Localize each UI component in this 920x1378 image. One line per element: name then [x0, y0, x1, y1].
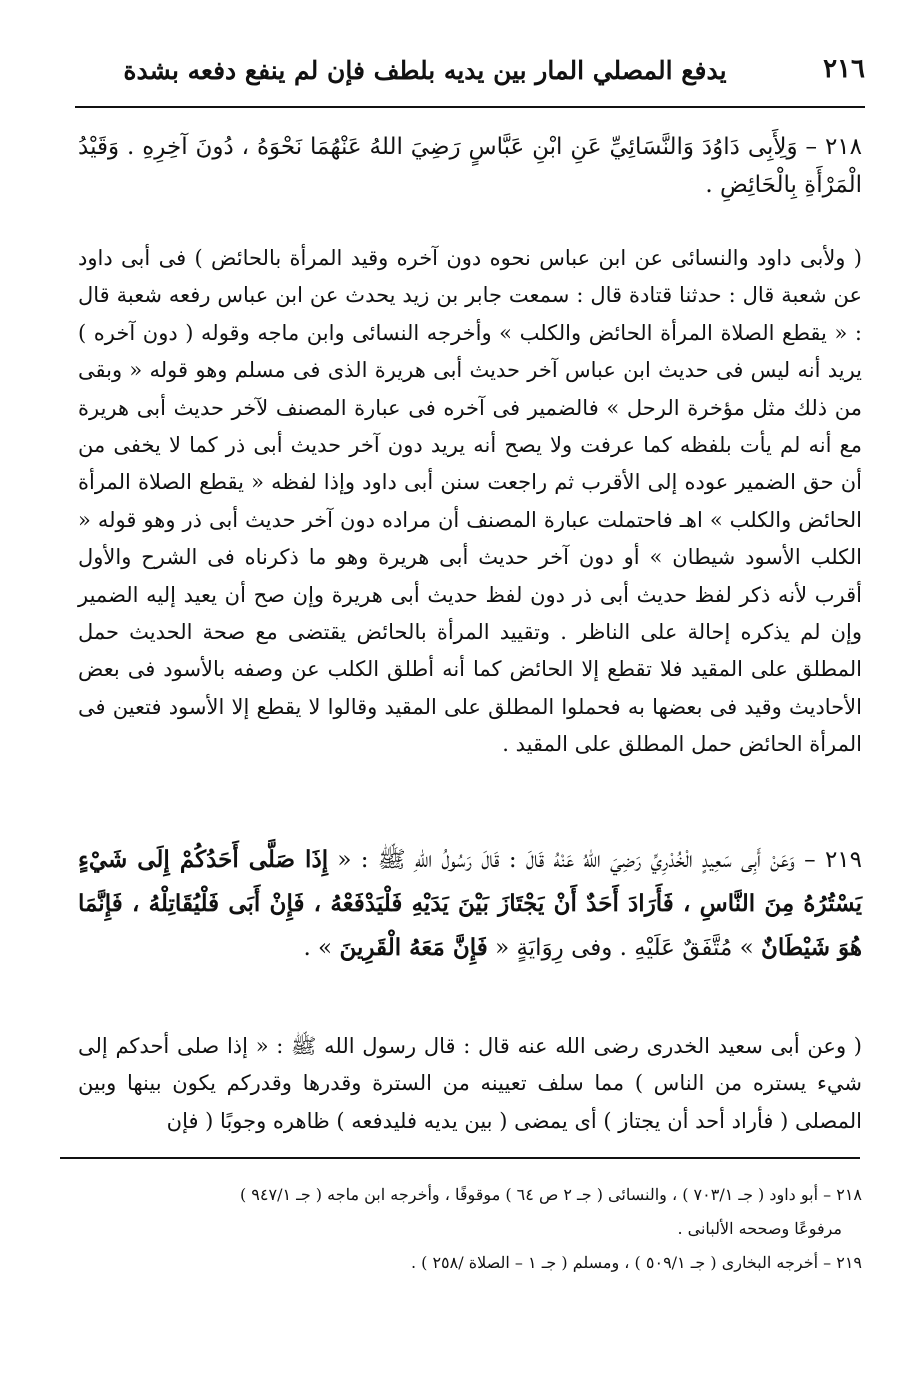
hadith-219 — [78, 838, 862, 970]
footnote-218: ٢١٨ – أبو داود ( جـ ٧٠٣/١ ) ، والنسائى ( جـ ٢ ص ٦٤ ) موقوفًا ، وأخرجه ابن ماجه ( جـ ٩٤٧/١ ) — [239, 1185, 862, 1204]
page-header — [75, 50, 865, 102]
hadith-219-end: » . — [303, 935, 333, 961]
hadith-218-text: ٢١٨ – وَلِأَبِى دَاوُدَ وَالنَّسَائِيِّ عَنِ ابْنِ عَبَّاسٍ رَضِيَ اللهُ عَنْهُمَا نَحْوَهُ ، دُونَ آخِرِهِ . وَقَيْدُ الْمَرْأَةِ بِالْحَائِضِ . — [78, 134, 862, 198]
footnote-219: ٢١٩ – أخرجه البخارى ( جـ ٥٠٩/١ ) ، ومسلم ( جـ ١ – الصلاة /٢٥٨ ) . — [410, 1253, 862, 1272]
commentary-218-text: ( ولأبى داود والنسائى عن ابن عباس نحوه دون آخره وقيد المرأة بالحائض ) فى أبى داود عن شعبة قال : حدثنا قتادة قال : سمعت جابر بن زيد يحدث عن ابن عباس رفعه شعبة قال : « يقطع الصلاة المرأة الحائض والكلب » وأخرجه النسائى وابن ماجه وقوله ( دون آخره ) يريد أنه ليس فى حديث ابن عباس آخر حديث أبى هريرة الذى فى مسلم وهو قوله « وبقى من ذلك مثل مؤخرة الرحل » فالضمير فى آخره فى عبارة المصنف لآخر حديث أبى هريرة مع أنه لم يأت بلفظه كما عرفت ولا يصح أنه يريد دون آخر حديث أبى ذر كما لا يخفى من أن حق الضمير عوده إلى الأقرب ثم راجعت سنن أبى داود وإذا لفظه « يقطع الصلاة المرأة الحائض والكلب » اهـ فاحتملت عبارة المصنف أن مراده دون آخر حديث أبى ذر وهو قوله « الكلب الأسود شيطان » أو دون آخر حديث أبى هريرة وهو ما ذكرناه فى الشرح والأول أقرب لأنه ذكر لفظ حديث أبى ذر دون لفظ حديث أبى هريرة وإن صح أن يعيد إليه الضمير وإن لم يذكره إحالة على الناظر . وتقييد المرأة بالحائض يقتضى مع صحة الحديث حمل المطلق على المقيد فلا تقطع إلا الحائض كما أنه أطلق الكلب عن وصفه بالأسود فى بعض الأحاديث وقيد فى بعضها به فحملوا المطلق على المقيد وقالوا لا يقطع إلا الأسود فتعين فى المرأة الحائض حمل المطلق على المقيد . — [78, 246, 862, 757]
footnote-218-continuation: مرفوعًا وصححه الألبانى . — [677, 1219, 842, 1238]
hadith-219-variant: فَإِنَّ مَعَهُ الْقَرِينَ — [339, 934, 488, 961]
hadith-218 — [78, 128, 862, 204]
hadith-219-middle: » مُتَّفَقٌ عَلَيْهِ . وفى رِوَايَةٍ « — [495, 935, 754, 961]
commentary-219 — [78, 1028, 862, 1140]
page-number: ٢١٦ — [823, 54, 865, 84]
footnotes — [78, 1178, 862, 1280]
hadith-219-intro: ٢١٩ – وَعَنْ أَبِى سَعِيدٍ الْخُدْرِيِّ رَضِيَ اللهُ عَنْهُ قَالَ : قَالَ رَسُولُ اللهِ ﷺ : « — [337, 847, 863, 873]
header-divider — [75, 106, 865, 108]
commentary-219-text: ( وعن أبى سعيد الخدرى رضى الله عنه قال : قال رسول الله ﷺ : « إذا صلى أحدكم إلى شيء يستره من الناس ) مما سلف تعيينه من السترة وقدرها وقدركم يكون بينها وبين المصلى ( فأراد أحد أن يجتاز ) أى يمضى ( بين يديه فليدفعه ) ظاهره وجوبًا ( فإن — [78, 1034, 862, 1133]
hadith-219-matn: إِذَا صَلَّى أَحَدُكُمْ إِلَى شَيْءٍ يَسْتُرُهُ مِنَ النَّاسِ ، فَأَرَادَ أَحَدٌ أَنْ يَجْتَازَ بَيْنَ يَدَيْهِ فَلْيَدْفَعْهُ ، فَإِنْ أَبَى فَلْيُقَاتِلْهُ ، فَإِنَّمَا هُوَ شَيْطَانٌ — [78, 846, 862, 961]
footnote-divider — [60, 1157, 860, 1159]
running-title: يدفع المصلي المار بين يديه بلطف فإن لم ينفع دفعه بشدة — [123, 56, 727, 85]
commentary-218 — [78, 240, 862, 764]
